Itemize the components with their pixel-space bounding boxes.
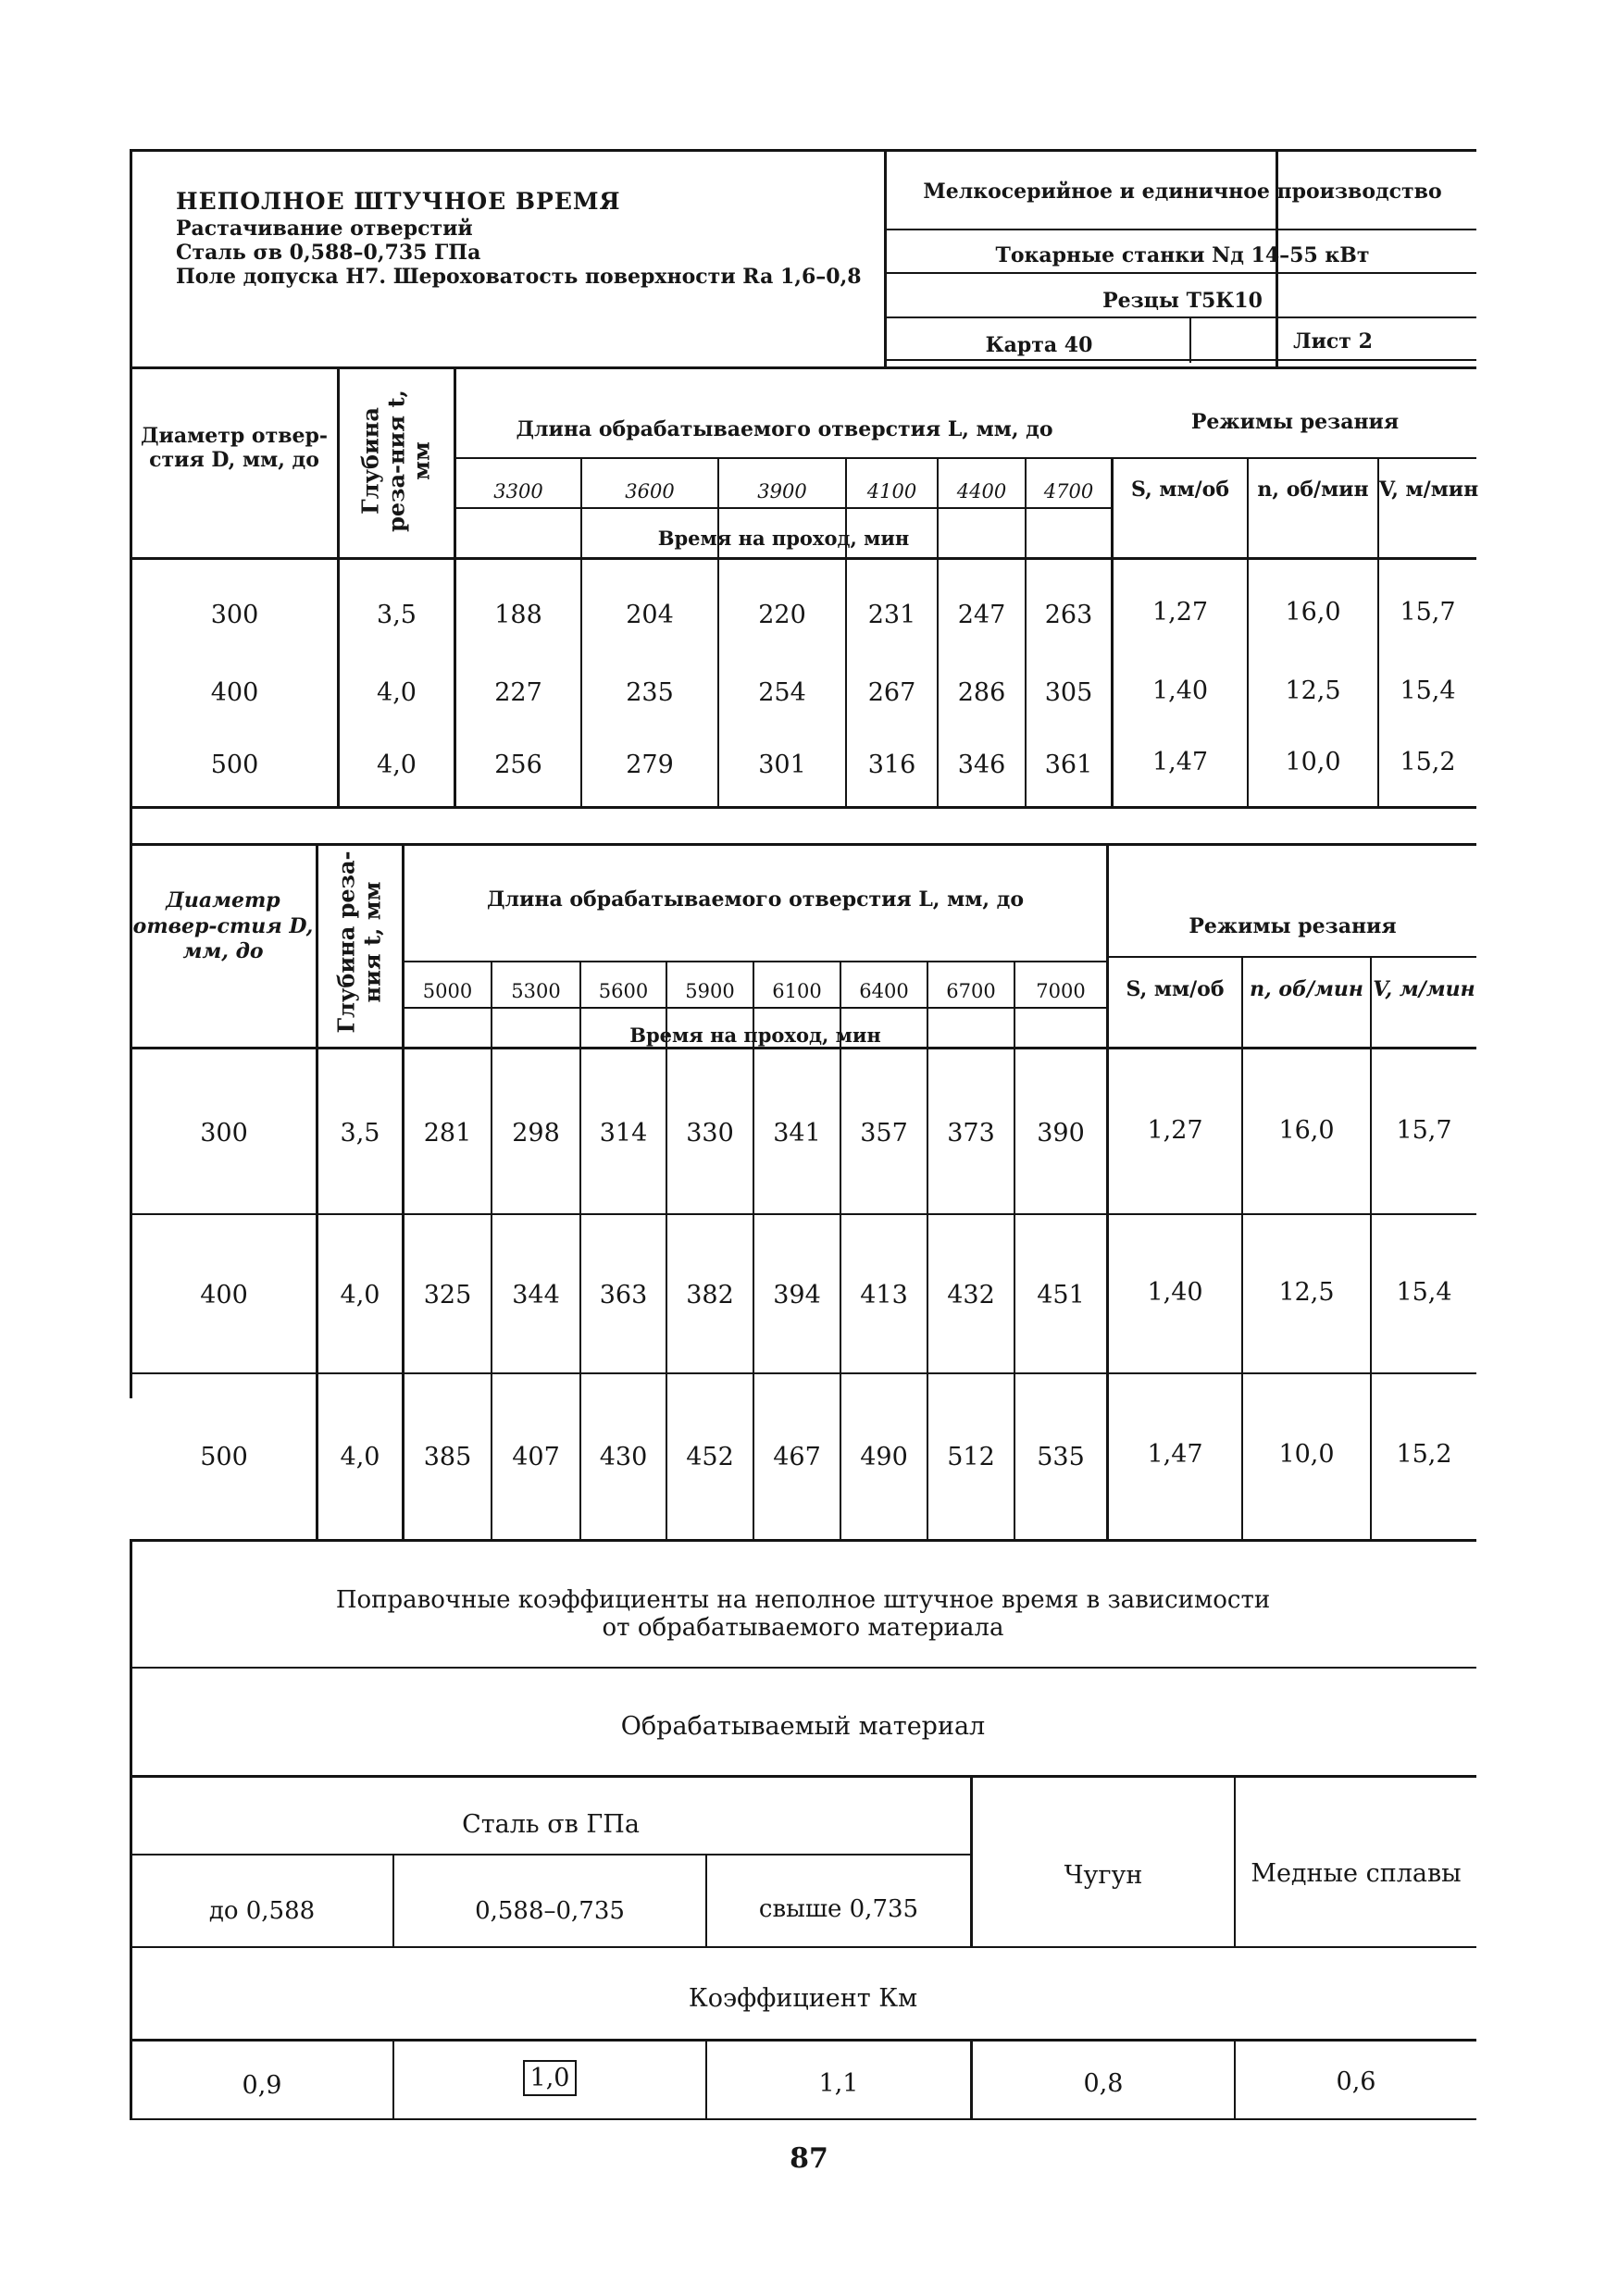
t2-time: 452 (686, 1443, 734, 1471)
t1-length-col: 4100 (866, 480, 917, 503)
t2-time: 314 (599, 1119, 648, 1148)
t1-length-col: 4400 (956, 480, 1007, 503)
sheet-number: Лист 2 (1293, 329, 1373, 354)
coefficient-value (394, 2066, 705, 2091)
page-number: 87 (790, 2142, 828, 2175)
t2-velocity: 15,2 (1396, 1440, 1452, 1469)
steel-range: свыше 0,735 (758, 1895, 919, 1923)
material-header: Обрабатываемый материал (620, 1712, 986, 1741)
steel-header: Сталь σв ГПа (462, 1810, 640, 1839)
cast-iron-header: Чугун (1064, 1861, 1143, 1890)
coefficient-value: 0,8 (1083, 2069, 1124, 2098)
t2-length-col: 6100 (772, 980, 822, 1002)
t2-time: 407 (512, 1443, 560, 1471)
steel-range: до 0,588 (208, 1897, 316, 1925)
t1-length-col: 3600 (625, 480, 675, 503)
t1-depth: 4,0 (377, 751, 417, 779)
t2-feed: 1,40 (1147, 1278, 1203, 1307)
t1-time: 346 (957, 751, 1006, 779)
t1-s-header: S, мм/об (1130, 478, 1230, 502)
t1-depth: 4,0 (377, 678, 417, 707)
t2-time: 413 (860, 1281, 908, 1309)
production-type: Мелкосерийное и единичное производство (923, 180, 1442, 204)
t1-speed: 16,0 (1285, 598, 1341, 627)
t1-v-header: V, м/мин (1379, 478, 1479, 502)
t2-velocity: 15,4 (1396, 1278, 1452, 1307)
t1-time: 227 (494, 678, 542, 707)
coefficient-value: 1,1 (818, 2069, 859, 2098)
t2-time: 357 (860, 1119, 908, 1148)
tolerance-line: Поле допуска Н7. Шероховатость поверхности Ra 1,6–0,8 (176, 265, 862, 289)
coefficient-value: 0,6 (1336, 2067, 1376, 2096)
t2-time: 281 (423, 1119, 472, 1148)
t1-time-header: Время на проход, мин (657, 527, 910, 550)
t2-time-header: Время на проход, мин (629, 1024, 881, 1047)
t1-time: 204 (626, 601, 674, 629)
t2-length-header: Длина обрабатываемого отверстия L, мм, до (486, 887, 1025, 912)
coefficient-value: 0,9 (242, 2071, 282, 2100)
t1-n-header: n, об/мин (1257, 478, 1369, 502)
t2-length-col: 5300 (511, 980, 561, 1002)
t2-modes-header: Режимы резания (1189, 914, 1397, 938)
t2-time: 490 (860, 1443, 908, 1471)
t2-time: 325 (423, 1281, 472, 1309)
t2-time: 432 (947, 1281, 995, 1309)
machine-spec: Токарные станки Nд 14–55 кВт (995, 243, 1370, 267)
t1-length-col: 4700 (1043, 480, 1094, 503)
t1-length-header: Длина обрабатываемого отверстия L, мм, до (516, 417, 1053, 441)
t1-time: 220 (758, 601, 806, 629)
t1-time: 235 (626, 678, 674, 707)
t2-time: 330 (686, 1119, 734, 1148)
t1-velocity: 15,2 (1400, 748, 1456, 776)
t1-time: 247 (957, 601, 1006, 629)
t1-time: 263 (1044, 601, 1093, 629)
operation-line: Растачивание отверстий (176, 217, 473, 241)
t2-time: 298 (512, 1119, 560, 1148)
t2-length-col: 6400 (859, 980, 909, 1002)
t1-length-col: 3900 (757, 480, 807, 503)
t2-diameter: 300 (200, 1119, 248, 1148)
t1-length-col: 3300 (493, 480, 543, 503)
t1-depth: 3,5 (377, 601, 417, 629)
t2-length-col: 7000 (1036, 980, 1086, 1002)
correction-title: Поправочные коэффициенты на неполное штучное время в зависимости (335, 1586, 1271, 1614)
t2-time: 394 (773, 1281, 821, 1309)
t2-speed: 16,0 (1278, 1116, 1335, 1145)
t2-time: 430 (599, 1443, 648, 1471)
t2-feed: 1,47 (1147, 1440, 1203, 1469)
card-number: Карта 40 (985, 333, 1093, 357)
t2-time: 373 (947, 1119, 995, 1148)
t2-depth: 4,0 (340, 1443, 380, 1471)
t2-length-col: 5900 (685, 980, 735, 1002)
t1-time: 361 (1044, 751, 1093, 779)
t1-time: 286 (957, 678, 1006, 707)
boxed-coefficient: 1,0 (523, 2060, 578, 2096)
t1-feed: 1,40 (1151, 676, 1209, 705)
t1-feed: 1,27 (1151, 598, 1209, 627)
t1-time: 316 (867, 751, 916, 779)
t1-diameter-header: Диаметр отвер-стия D, мм, до (140, 424, 329, 473)
coefficient-header: Коэффициент Км (688, 1984, 918, 2013)
t2-time: 535 (1037, 1443, 1085, 1471)
t2-time: 451 (1037, 1281, 1085, 1309)
t1-time: 305 (1044, 678, 1093, 707)
t2-length-col: 6700 (946, 980, 996, 1002)
t2-diameter-header: Диаметр отвер-стия D, мм, до (132, 888, 314, 963)
cutter-spec: Резцы Т5К10 (1102, 289, 1263, 313)
t2-n-header: n, об/мин (1250, 977, 1363, 1001)
t1-diameter: 500 (210, 751, 259, 779)
t2-time: 385 (423, 1443, 472, 1471)
t1-velocity: 15,7 (1400, 598, 1456, 627)
t2-time: 382 (686, 1281, 734, 1309)
t2-diameter: 500 (200, 1443, 248, 1471)
t1-time: 301 (758, 751, 806, 779)
t1-time: 231 (867, 601, 916, 629)
t1-modes-header: Режимы резания (1190, 410, 1400, 434)
t1-diameter: 400 (210, 678, 259, 707)
t1-speed: 10,0 (1285, 748, 1341, 776)
t1-diameter: 300 (210, 601, 259, 629)
t1-time: 254 (758, 678, 806, 707)
t2-length-col: 5000 (422, 980, 473, 1002)
t2-depth-header: Глубина реза-ния t, мм (332, 850, 385, 1034)
t2-time: 341 (773, 1119, 821, 1148)
t2-time: 512 (947, 1443, 995, 1471)
t1-time: 267 (867, 678, 916, 707)
t2-s-header: S, мм/об (1126, 977, 1225, 1001)
t1-time: 279 (626, 751, 674, 779)
t1-time: 256 (494, 751, 542, 779)
t2-time: 363 (599, 1281, 648, 1309)
t2-time: 344 (512, 1281, 560, 1309)
t1-speed: 12,5 (1285, 676, 1341, 705)
page-title: НЕПОЛНОЕ ШТУЧНОЕ ВРЕМЯ (176, 188, 621, 215)
t1-time: 188 (494, 601, 542, 629)
correction-subtitle: от обрабатываемого материала (602, 1614, 1004, 1642)
copper-alloys-header: Медные сплавы (1251, 1859, 1462, 1888)
t2-time: 390 (1037, 1119, 1085, 1148)
t2-depth: 3,5 (340, 1119, 380, 1148)
steel-range: 0,588–0,735 (475, 1897, 625, 1925)
t2-depth: 4,0 (340, 1281, 380, 1309)
material-line: Сталь σв 0,588–0,735 ГПа (176, 241, 481, 265)
t2-feed: 1,27 (1147, 1116, 1203, 1145)
t2-time: 467 (773, 1443, 821, 1471)
t2-v-header: V, м/мин (1373, 977, 1475, 1001)
t2-length-col: 5600 (598, 980, 649, 1002)
t2-diameter: 400 (200, 1281, 248, 1309)
t1-depth-header: Глубина реза-ния t, мм (356, 390, 435, 532)
t1-feed: 1,47 (1151, 748, 1209, 776)
t2-velocity: 15,7 (1396, 1116, 1452, 1145)
t2-speed: 10,0 (1278, 1440, 1335, 1469)
t1-velocity: 15,4 (1400, 676, 1456, 705)
t2-speed: 12,5 (1278, 1278, 1335, 1307)
